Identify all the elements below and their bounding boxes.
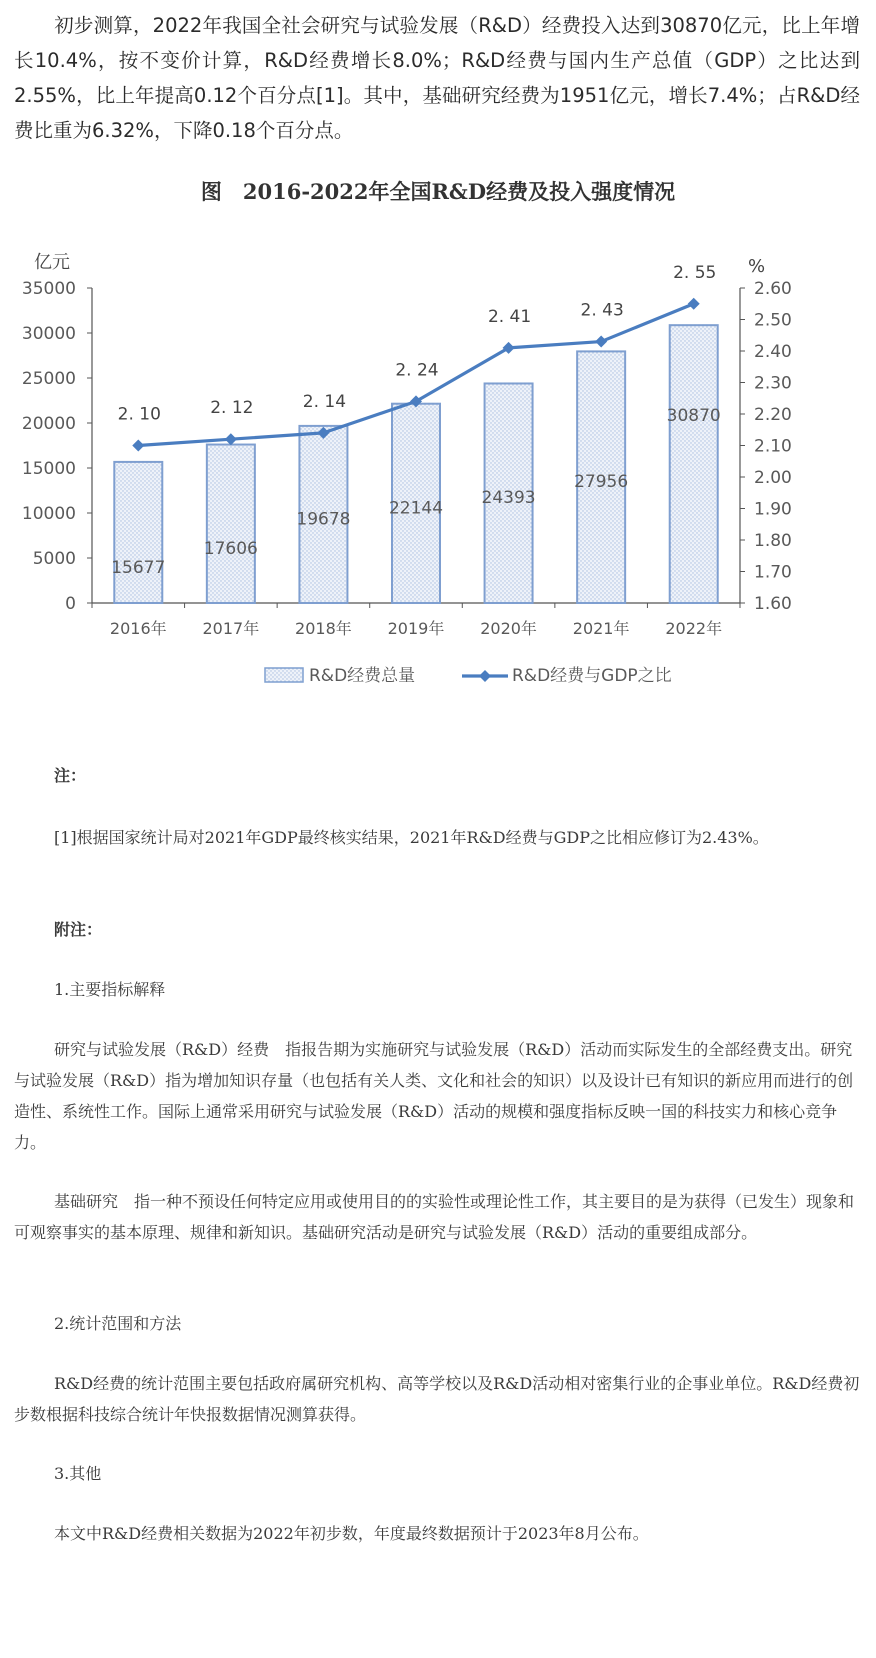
left-tick-label: 20000 (21, 414, 76, 434)
left-tick-label: 15000 (21, 459, 76, 479)
left-axis-unit: 亿元 (34, 252, 70, 273)
ratio-value-label: 2. 10 (117, 404, 161, 425)
ratio-point (132, 440, 144, 452)
bar-value-label: 19678 (296, 509, 351, 530)
bar (207, 445, 255, 603)
note-1: [1]根据国家统计局对2021年GDP最终核实结果，2021年R&D经费与GDP之比相应修订为2.43%。 (54, 828, 769, 847)
right-tick-label: 2.30 (754, 373, 792, 394)
bar (670, 325, 718, 603)
x-tick-label: 2019年 (387, 619, 445, 638)
paragraph-other: 本文中R&D经费相关数据为2022年初步数，年度最终数据预计于2023年8月公布。 (54, 1524, 649, 1543)
paragraph-basic-research: 基础研究 指一种不预设任何特定应用或使用目的的实验性或理论性工作，其主要目的是为获得（已发生）现象和可观察事实的基本原理、规律和新知识。基础研究活动是研究与试验发展（R&D）活动的重要组成部分。 (14, 1192, 855, 1242)
ratio-point (595, 336, 607, 348)
figure-title: 图 2016-2022年全国R&D经费及投入强度情况 (200, 179, 676, 204)
ratio-value-label: 2. 41 (487, 306, 532, 327)
legend-bar-swatch (265, 668, 303, 682)
right-axis-unit: % (748, 256, 766, 277)
section-2-title: 2.统计范围和方法 (54, 1314, 182, 1333)
right-tick-label: 1.80 (754, 531, 792, 551)
x-tick-label: 2022年 (665, 619, 723, 638)
ratio-value-label: 2. 12 (210, 398, 254, 419)
ratio-value-label: 2. 55 (673, 262, 717, 283)
bar (114, 462, 162, 603)
left-tick-label: 35000 (21, 279, 76, 299)
ratio-point (225, 433, 237, 445)
x-tick-label: 2018年 (295, 619, 352, 638)
note-heading: 注： (54, 766, 87, 785)
right-tick-label: 1.90 (754, 499, 792, 520)
x-tick-label: 2017年 (202, 619, 260, 638)
left-tick-label: 10000 (21, 504, 76, 524)
right-tick-label: 2.00 (754, 468, 792, 488)
bar-value-label: 30870 (666, 406, 721, 427)
ratio-value-label: 2. 43 (580, 300, 624, 321)
ratio-value-label: 2. 14 (302, 391, 347, 412)
right-tick-label: 1.60 (754, 594, 792, 614)
legend-line-label: R&D经费与GDP之比 (512, 666, 672, 686)
section-1-title: 1.主要指标解释 (54, 980, 166, 999)
bar-value-label: 24393 (481, 488, 536, 509)
bar-value-label: 17606 (203, 538, 258, 559)
ratio-point (688, 298, 700, 310)
right-tick-label: 1.70 (754, 562, 792, 583)
right-tick-label: 2.20 (754, 405, 792, 425)
intro-paragraph (14, 8, 860, 148)
left-tick-label: 0 (65, 594, 76, 614)
right-tick-label: 2.60 (754, 279, 792, 299)
x-tick-label: 2020年 (480, 619, 537, 638)
x-tick-label: 2016年 (109, 619, 167, 638)
bar-value-label: 15677 (111, 558, 166, 578)
bar-value-label: 27956 (574, 472, 629, 493)
right-tick-label: 2.10 (754, 436, 792, 457)
paragraph-scope: R&D经费的统计范围主要包括政府属研究机构、高等学校以及R&D活动相对密集行业的企事业单位。R&D经费初步数根据科技综合统计年快报数据情况测算获得。 (14, 1374, 860, 1424)
bar-value-label: 22144 (388, 498, 444, 519)
left-tick-label: 30000 (21, 324, 76, 344)
appendix-heading: 附注： (54, 920, 103, 939)
left-tick-label: 5000 (32, 549, 76, 569)
right-tick-label: 2.40 (754, 342, 792, 362)
paragraph-rd-definition: 研究与试验发展（R&D）经费 指报告期为实施研究与试验发展（R&D）活动而实际发生的全部经费支出。研究与试验发展（R&D）指为增加知识存量（也包括有关人类、文化和社会的知识）以及设计已有知识的新应用而进行的创造性、系统性工作。国际上通常采用研究与试验发展（R&D）活动的规模和强度指标反映一国的科技实力和核心竞争力。 (14, 1040, 854, 1152)
ratio-value-label: 2. 24 (395, 360, 439, 381)
legend-bar-label: R&D经费总量 (309, 666, 416, 686)
intro-text: 初步测算，2022年我国全社会研究与试验发展（R&D）经费投入达到30870亿元，比上年增长10.4%，按不变价计算，R&D经费增长8.0%；R&D经费与国内生产总值（GDP）之比达到2.55%，比上年提高0.12个百分点[1]。其中，基础研究经费为1951亿元，增长7.4%；占R&D经费比重为6.32%，下降0.18个百分点。 (14, 14, 860, 142)
left-tick-label: 25000 (21, 369, 76, 389)
legend-line-marker (479, 670, 491, 682)
right-tick-label: 2.50 (754, 310, 792, 331)
rd-chart (0, 240, 876, 710)
section-3-title: 3.其他 (54, 1464, 102, 1483)
x-tick-label: 2021年 (572, 619, 630, 638)
